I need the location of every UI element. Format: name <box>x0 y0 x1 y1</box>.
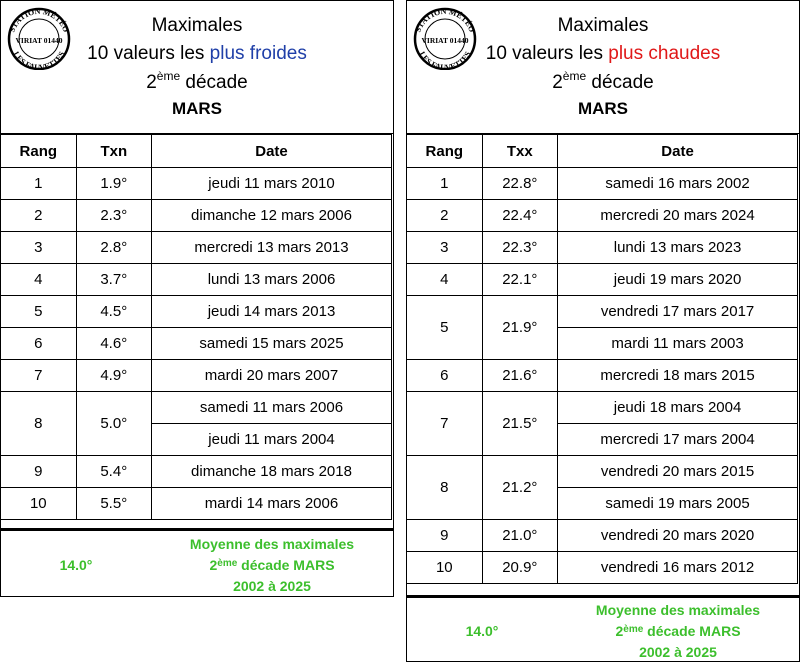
date-cell: mardi 20 mars 2007 <box>152 360 392 392</box>
footer-decade-number: 2 <box>615 622 624 639</box>
coldest-table <box>0 134 392 520</box>
date-cell: dimanche 18 mars 2018 <box>152 456 392 488</box>
value-cell: 21.5° <box>482 392 558 456</box>
table-row <box>1 328 392 360</box>
rank-cell: 10 <box>1 488 77 520</box>
date-cell: vendredi 20 mars 2020 <box>558 520 798 552</box>
average-label-line-3: 2002 à 2025 <box>639 643 717 660</box>
title-line-1: Maximales <box>151 15 243 36</box>
table-header-row <box>407 135 798 168</box>
value-cell: 3.7° <box>76 264 151 296</box>
date-cell: mardi 14 mars 2006 <box>152 488 392 520</box>
rank-cell: 1 <box>1 168 77 200</box>
decade-label: décade <box>586 72 654 93</box>
table-row <box>407 232 798 264</box>
rank-cell: 6 <box>407 360 483 392</box>
decade-sup: ème <box>156 69 181 83</box>
header-rank: Rang <box>1 135 77 168</box>
average-label <box>557 598 799 664</box>
month-title: MARS <box>171 99 223 118</box>
coldest-highlight: plus froides <box>209 43 307 64</box>
rank-cell: 4 <box>1 264 77 296</box>
table-row <box>407 200 798 232</box>
value-cell: 4.6° <box>76 328 151 360</box>
date-cell: samedi 16 mars 2002 <box>558 168 798 200</box>
value-cell: 22.3° <box>482 232 558 264</box>
average-value: 14.0° <box>59 557 93 573</box>
rank-cell: 3 <box>407 232 483 264</box>
svg-text:STATION MÉTÉO: STATION MÉTÉO <box>7 6 71 34</box>
svg-text:VIRIAT 01440: VIRIAT 01440 <box>421 36 469 45</box>
rank-cell: 7 <box>1 360 77 392</box>
value-cell: 4.5° <box>76 296 151 328</box>
rank-cell: 6 <box>1 328 77 360</box>
average-label-line-2 <box>209 555 334 576</box>
table-row <box>1 456 392 488</box>
header-rank: Rang <box>407 135 483 168</box>
average-value: 14.0° <box>465 623 499 639</box>
date-cell: samedi 11 mars 2006 <box>152 392 392 424</box>
rank-cell: 5 <box>1 296 77 328</box>
rank-cell: 7 <box>407 392 483 456</box>
footer-decade-label: décade MARS <box>237 556 335 573</box>
date-cell: mercredi 17 mars 2004 <box>558 424 798 456</box>
rank-cell: 3 <box>1 232 77 264</box>
date-cell: vendredi 20 mars 2015 <box>558 456 798 488</box>
rank-cell: 2 <box>1 200 77 232</box>
value-cell: 21.0° <box>482 520 558 552</box>
month-title: MARS <box>577 99 629 118</box>
table-row <box>407 264 798 296</box>
coldest-title-block <box>1 1 393 134</box>
rank-cell: 10 <box>407 552 483 584</box>
decade-sup: ème <box>562 69 587 83</box>
hottest-panel <box>406 0 800 662</box>
value-cell: 2.3° <box>76 200 151 232</box>
table-row <box>1 392 392 424</box>
title-line-3 <box>407 69 799 94</box>
date-cell: dimanche 12 mars 2006 <box>152 200 392 232</box>
svg-text:LES FAUVETTES: LES FAUVETTES <box>417 49 473 70</box>
rank-cell: 8 <box>1 392 77 456</box>
date-cell: jeudi 18 mars 2004 <box>558 392 798 424</box>
rank-cell: 2 <box>407 200 483 232</box>
title-line-2-prefix: 10 valeurs les <box>87 43 210 64</box>
title-line-1: Maximales <box>557 15 649 36</box>
value-cell: 5.0° <box>76 392 151 456</box>
table-row <box>407 296 798 328</box>
date-cell: mercredi 18 mars 2015 <box>558 360 798 392</box>
table-row <box>1 200 392 232</box>
coldest-panel <box>0 0 394 597</box>
rank-cell: 5 <box>407 296 483 360</box>
rank-cell: 9 <box>407 520 483 552</box>
average-label-line-3: 2002 à 2025 <box>233 577 311 594</box>
date-cell: lundi 13 mars 2023 <box>558 232 798 264</box>
date-cell: samedi 15 mars 2025 <box>152 328 392 360</box>
average-label-line-2 <box>615 621 740 642</box>
header-date: Date <box>152 135 392 168</box>
value-cell: 21.9° <box>482 296 558 360</box>
hottest-footer <box>407 595 799 664</box>
hottest-table <box>406 134 798 584</box>
average-label-line-1: Moyenne des maximales <box>189 535 355 552</box>
value-cell: 21.6° <box>482 360 558 392</box>
rank-cell: 9 <box>1 456 77 488</box>
table-row <box>1 232 392 264</box>
hottest-title-block <box>407 1 799 134</box>
value-cell: 4.9° <box>76 360 151 392</box>
decade-number: 2 <box>146 72 157 93</box>
table-row <box>1 360 392 392</box>
date-cell: jeudi 19 mars 2020 <box>558 264 798 296</box>
footer-decade-sup: ème <box>623 623 644 635</box>
date-cell: jeudi 14 mars 2013 <box>152 296 392 328</box>
footer-decade-label: décade MARS <box>643 622 741 639</box>
value-cell: 1.9° <box>76 168 151 200</box>
value-cell: 22.1° <box>482 264 558 296</box>
table-row <box>407 456 798 488</box>
date-cell: vendredi 17 mars 2017 <box>558 296 798 328</box>
value-cell: 5.4° <box>76 456 151 488</box>
value-cell: 20.9° <box>482 552 558 584</box>
date-cell: vendredi 16 mars 2012 <box>558 552 798 584</box>
date-cell: mercredi 13 mars 2013 <box>152 232 392 264</box>
value-cell: 22.4° <box>482 200 558 232</box>
table-row <box>1 264 392 296</box>
average-label <box>151 531 393 599</box>
value-cell: 2.8° <box>76 232 151 264</box>
table-header-row <box>1 135 392 168</box>
decade-label: décade <box>180 72 248 93</box>
title-line-3 <box>1 69 393 94</box>
coldest-footer <box>1 528 393 599</box>
date-cell: lundi 13 mars 2006 <box>152 264 392 296</box>
rank-cell: 1 <box>407 168 483 200</box>
table-row <box>407 168 798 200</box>
table-row <box>1 296 392 328</box>
rank-cell: 8 <box>407 456 483 520</box>
hottest-highlight: plus chaudes <box>608 43 721 64</box>
svg-text:VIRIAT 01440: VIRIAT 01440 <box>15 36 63 45</box>
average-label-line-1: Moyenne des maximales <box>595 601 761 618</box>
table-row <box>1 488 392 520</box>
svg-text:STATION MÉTÉO: STATION MÉTÉO <box>413 6 477 34</box>
footer-decade-number: 2 <box>209 556 218 573</box>
header-date: Date <box>558 135 798 168</box>
svg-text:LES FAUVETTES: LES FAUVETTES <box>11 49 67 70</box>
date-cell: mercredi 20 mars 2024 <box>558 200 798 232</box>
date-cell: jeudi 11 mars 2004 <box>152 424 392 456</box>
rank-cell: 4 <box>407 264 483 296</box>
table-row <box>407 520 798 552</box>
date-cell: mardi 11 mars 2003 <box>558 328 798 360</box>
value-cell: 5.5° <box>76 488 151 520</box>
title-line-2 <box>407 43 799 65</box>
title-line-2 <box>1 43 393 65</box>
decade-number: 2 <box>552 72 563 93</box>
value-cell: 22.8° <box>482 168 558 200</box>
date-cell: jeudi 11 mars 2010 <box>152 168 392 200</box>
table-row <box>1 168 392 200</box>
header-value: Txn <box>76 135 151 168</box>
title-line-2-prefix: 10 valeurs les <box>485 43 609 64</box>
footer-decade-sup: ème <box>217 557 238 569</box>
table-row <box>407 392 798 424</box>
header-value: Txx <box>482 135 558 168</box>
table-row <box>407 360 798 392</box>
value-cell: 21.2° <box>482 456 558 520</box>
table-row <box>407 552 798 584</box>
date-cell: samedi 19 mars 2005 <box>558 488 798 520</box>
